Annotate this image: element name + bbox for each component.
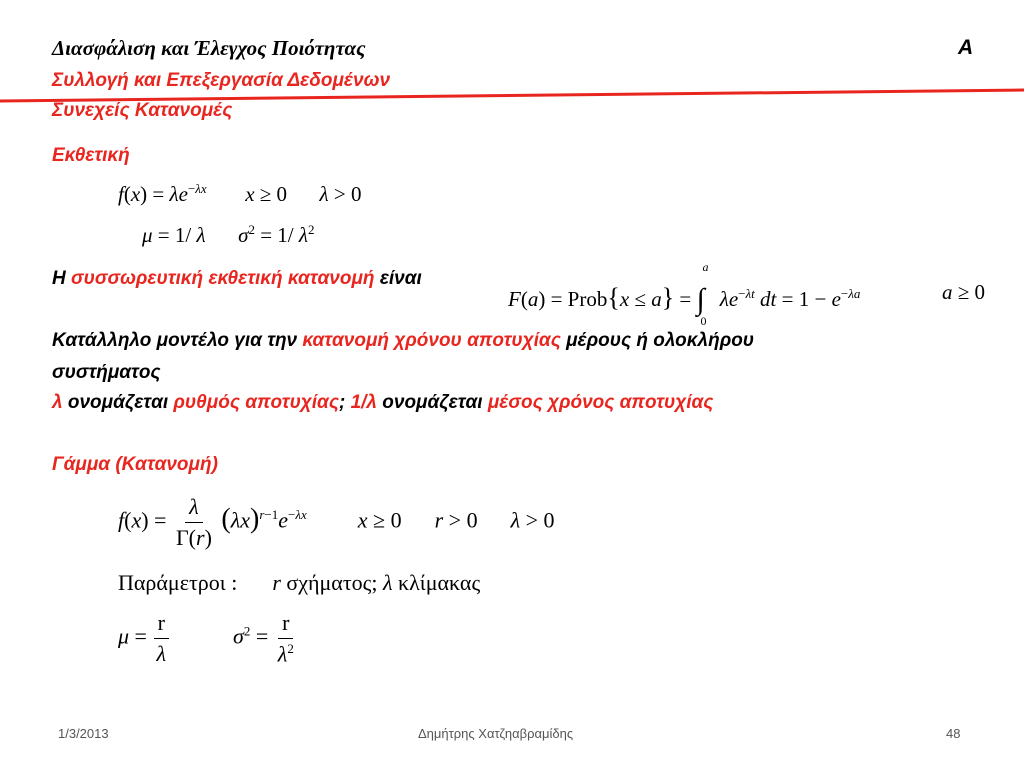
exponential-pdf-line: $f(x) = \lambda e^{-\lambda x}$ x ≥ 0 λ > 0 [118, 181, 362, 206]
cdf-sentence [52, 268, 422, 290]
subtitle-continuous-distributions: Συνεχείς Κατανομές [52, 100, 233, 121]
footer-page-number: 48 [946, 726, 961, 741]
exponential-moments-line: μ = 1/ λ $\sigma^2 = 1/$ $\lambda^2$ [142, 222, 315, 247]
cdf-prefix: Η [52, 268, 66, 289]
model-sentence-line1 [52, 330, 754, 352]
cdf-suffix: είναι [379, 268, 422, 289]
inv-named: ονομάζεται [382, 392, 483, 413]
semicolon: ; [338, 392, 346, 413]
lambda-symbol: λ [52, 392, 63, 413]
inv-lambda: 1/λ [350, 392, 377, 413]
lambda-named: ονομάζεται [67, 392, 169, 413]
model-text2: μέρους ή ολοκλήρου [566, 330, 755, 351]
footer-date: 1/3/2013 [58, 726, 109, 741]
model-text1: Κατάλληλο μοντέλο για την [52, 330, 298, 351]
params-label: Παράμετροι : [118, 570, 238, 595]
slide-letter: Α [958, 36, 974, 59]
cdf-highlight: συσσωρευτική εκθετική κατανομή [71, 268, 375, 289]
gamma-heading: Γάμμα (Κατανομή) [52, 454, 218, 475]
mean-failure-time: μέσος χρόνος αποτυχίας [487, 392, 714, 413]
exponential-heading: Εκθετική [52, 145, 130, 166]
subtitle-data-collection: Συλλογή και Επεξεργασία Δεδομένων [52, 70, 391, 91]
gamma-moments-line: μ = $\frac{r}{\lambda}$ $\sigma^2$ = $\frac{r}{\lambda^2}$ [118, 610, 294, 667]
model-text3: συστήματος [52, 362, 161, 383]
lambda-sentence [52, 392, 713, 414]
model-highlight: κατανομή χρόνου αποτυχίας [302, 330, 561, 351]
slide-title: Διασφάλιση και Έλεγχος Ποιότητας [52, 36, 366, 60]
cdf-formula: F(a) = Prob{x ≤ a} = ∫ a 0 $\lambda e^{-\lambda t}$ dt = $1 - e^{-\lambda a}$ [508, 260, 861, 328]
gamma-pdf-line: f(x) = $\frac{\lambda}{\Gamma(r)}$ $(\lambda x)^{r-1}e^{-\lambda x}$ x ≥ 0 r > 0 λ > 0 [118, 494, 555, 550]
gamma-params-line: Παράμετροι : r σχήματος; λ κλίμακας [118, 570, 481, 595]
footer-author: Δημήτρης Χατζηαβραμίδης [418, 726, 574, 741]
cdf-condition: a ≥ 0 [942, 280, 986, 304]
failure-rate: ρυθμός αποτυχίας [173, 392, 339, 413]
